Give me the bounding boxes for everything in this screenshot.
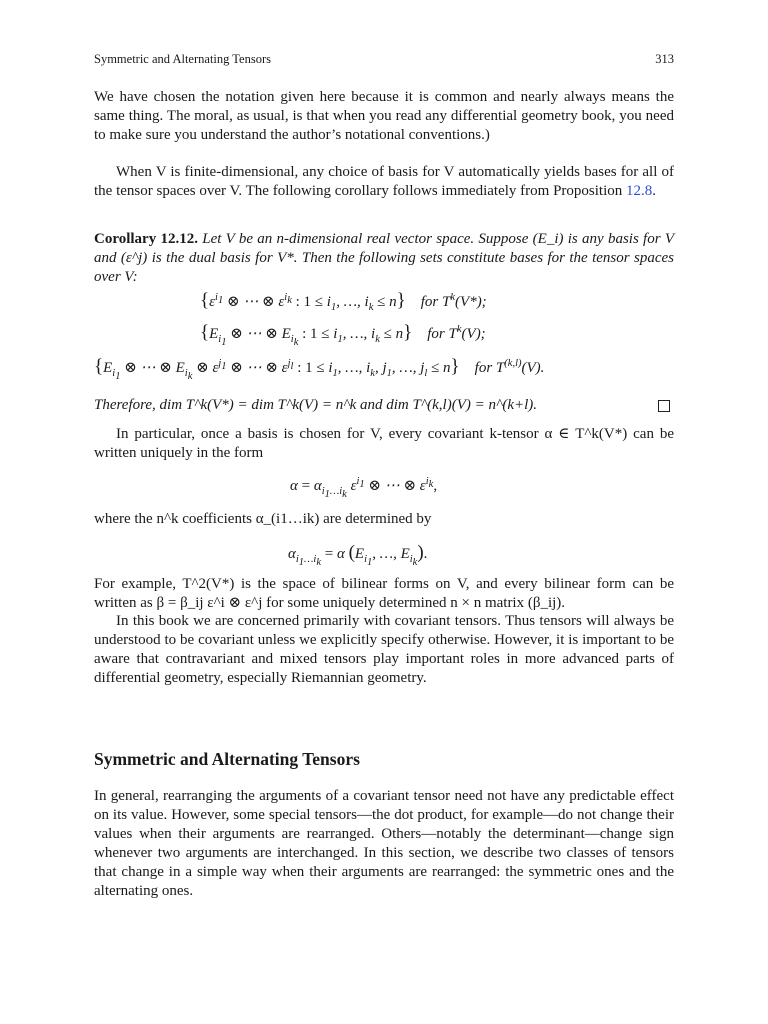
paragraph: [94, 510, 674, 529]
paragraph-text-end: .: [652, 183, 656, 199]
paragraph: [94, 88, 674, 145]
corollary-label: Corollary 12.12.: [94, 231, 198, 247]
covariant-basis-set: {$\varepsilon^{i_1}$ ⊗ ⋯ ⊗ $\varepsilon^{i_k}$ : $1 \le i_1$, …, $i_k \le n$} for $T^k(V*)$;: [200, 290, 487, 313]
paragraph-text: We have chosen the notation given here because it is common and nearly always means the same thing. The moral, as usual, is that when you read any differential geometry book, you need to make sure you understand the author’s notational conventions.): [94, 89, 674, 143]
paragraph-text: In this book we are concerned primarily with covariant tensors. Thus tensors will always be understood to be covariant unless we explicitly specify otherwise. However, it is important to be aware that contravariant and mixed tensors play important roles in more advanced parts of differential geometry, especially Riemannian geometry.: [94, 613, 674, 686]
corollary-statement: Let V be an n-dimensional real vector space. Suppose (E_i) is any basis for V and (ε^j) is the dual basis for V*. Then the following sets constitute bases for the tensor spaces over V:: [94, 231, 674, 285]
paragraph: [94, 163, 674, 201]
corollary-conclusion-text: Therefore, dim T^k(V*) = dim T^k(V) = n^k and dim T^(k,l)(V) = n^(k+l).: [94, 397, 538, 413]
equation: $\alpha = \alpha_{i_1\dots i_k}$ $\varepsilon^{i_1}$ ⊗ ⋯ ⊗ $\varepsilon^{i_k}$,: [290, 476, 438, 501]
running-head-title: Symmetric and Alternating Tensors: [94, 52, 271, 66]
section-heading: Symmetric and Alternating Tensors: [94, 749, 360, 769]
basis-sets-display: [94, 290, 674, 390]
corollary: [94, 230, 674, 287]
corollary-text: [94, 230, 674, 287]
mixed-basis-set: {$E_{i_1}$ ⊗ ⋯ ⊗ $E_{i_k}$ ⊗ $\varepsilon^{j_1}$ ⊗ ⋯ ⊗ $\varepsilon^{j_l}$ : $1 \le i_1$, …, $i_k$, $j_1$, …, $j_l \le n$} for T$^{(k,l)}$(V).: [94, 356, 545, 383]
qed-box-icon: [658, 400, 670, 412]
paragraph: [94, 612, 674, 688]
paragraph-text: In particular, once a basis is chosen for V, every covariant k-tensor α ∈ T^k(V*) can be written uniquely in the form: [94, 426, 674, 461]
proposition-link[interactable]: 12.8: [626, 183, 653, 199]
paragraph-text: In general, rearranging the arguments of a covariant tensor need not have any predictable effect on its value. However, some special tensors—the dot product, for example—do not change their values when their arguments are rearranged. Others—notably the determinant—change sign whenever two arguments are interchanged. In this section, we describe two classes of tensors that change in a simple way when their arguments are rearranged: the symmetric ones and the alternating ones.: [94, 788, 674, 899]
paragraph-text: where the n^k coefficients α_(i1…ik) are determined by: [94, 511, 432, 527]
paragraph-text: For example, T^2(V*) is the space of bilinear forms on V, and every bilinear form can be written as β = β_ij ε^i ⊗ ε^j for some uniquely determined n × n matrix (β_ij).: [94, 576, 674, 611]
paragraph-text: [94, 163, 674, 201]
paragraph-text-start: When V is finite-dimensional, any choice of basis for V automatically yields bases for all of the tensor spaces over V. The following corollary follows immediately from Proposition: [94, 164, 674, 199]
paragraph: [94, 425, 674, 463]
paragraph: [94, 787, 674, 901]
equation: $\alpha_{i_1\dots i_k} = \alpha$ ($E_{i_1}$, …, $E_{i_k}$).: [288, 542, 428, 569]
page-number: 313: [655, 52, 674, 66]
corollary-conclusion: [94, 396, 674, 415]
contravariant-basis-set: {$E_{i_1}$ ⊗ ⋯ ⊗ $E_{i_k}$ : $1 \le i_1$, …, $i_k \le n$} for $T^k(V)$;: [200, 322, 486, 349]
paragraph: [94, 575, 674, 613]
